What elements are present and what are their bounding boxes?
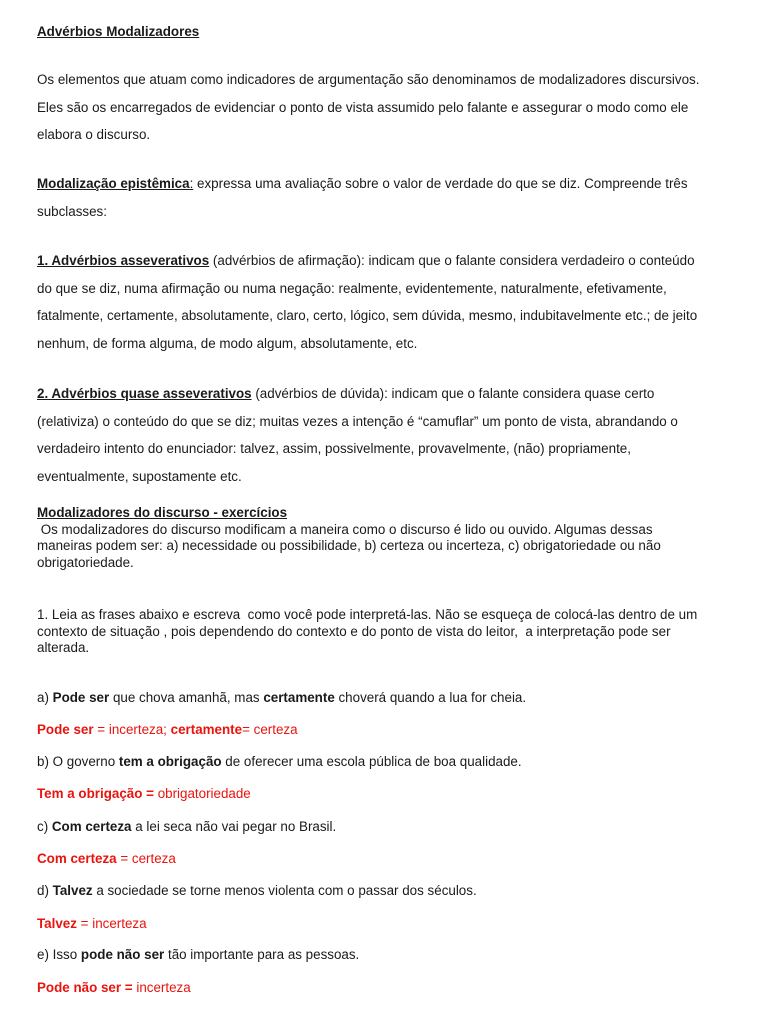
item-a-bold-1: Pode ser	[52, 690, 110, 705]
item-a-answer-text-1: = incerteza;	[93, 722, 171, 737]
item-a-prefix: a)	[37, 690, 53, 705]
item-a-rest: choverá quando a lua for cheia.	[334, 690, 527, 705]
item-e-bold-1: pode não ser	[80, 947, 165, 962]
instrucao-paragraph	[37, 607, 742, 657]
item-b-answer-bold: Tem a obrigação =	[37, 786, 154, 801]
asseverativos-line-3: fatalmente, certamente, absolutamente, claro, certo, lógico, sem dúvida, mesmo, indubitavelmente etc.; de jeito	[37, 308, 698, 323]
item-a-answer-bold-2: certamente	[170, 722, 243, 737]
instrucao-line-3: alterada.	[37, 640, 90, 656]
exercicios-section	[37, 505, 742, 571]
item-a-question	[37, 690, 742, 706]
item-b-answer-text: obrigatoriedade	[153, 786, 251, 801]
quase-line-4: eventualmente, supostamente etc.	[37, 468, 242, 484]
item-d-bold-1: Talvez	[52, 883, 93, 898]
intro-paragraph	[37, 66, 742, 149]
item-d-prefix: d)	[37, 883, 53, 898]
exercicios-line-2: maneiras podem ser: a) necessidade ou possibilidade, b) certeza ou incerteza, c) obrigatoriedade ou não	[37, 538, 661, 554]
item-b-question	[37, 754, 742, 770]
instrucao-line-2: contexto de situação , pois dependendo do contexto e do ponto de vista do leitor, a interpretação pode ser	[37, 623, 671, 639]
item-e-answer-bold: Pode não ser =	[37, 980, 133, 995]
epistemica-paragraph	[37, 170, 742, 225]
quase-label: 2. Advérbios quase asseverativos	[37, 386, 252, 401]
intro-line-1: Os elementos que atuam como indicadores de argumentação são denominamos de modalizadores discursivos.	[37, 72, 700, 87]
exercicios-heading	[37, 505, 742, 522]
asseverativos-line-1-rest: (advérbios de afirmação): indicam que o falante considera verdadeiro o conteúdo	[209, 253, 695, 268]
document-title	[37, 24, 742, 40]
epistemica-line-1-rest: expressa uma avaliação sobre o valor de verdade do que se diz. Compreende três	[193, 176, 688, 191]
item-e-prefix: e) Isso	[37, 947, 81, 962]
item-e-answer-text: incerteza	[132, 980, 191, 995]
item-b-rest: de oferecer uma escola pública de boa qualidade.	[221, 754, 522, 769]
exercicios-heading-text: Modalizadores do discurso - exercícios	[37, 505, 288, 520]
item-b-bold-1: tem a obrigação	[118, 754, 222, 769]
quase-line-1	[37, 380, 742, 408]
epistemica-colon: :	[189, 176, 194, 191]
item-e-rest: tão importante para as pessoas.	[164, 947, 360, 962]
item-c-rest: a lei seca não vai pegar no Brasil.	[131, 819, 337, 834]
epistemica-label: Modalização epistêmica	[37, 176, 190, 191]
item-c-question	[37, 819, 742, 835]
item-c-answer-bold: Com certeza	[37, 851, 117, 866]
title-text: Advérbios Modalizadores	[37, 24, 200, 39]
asseverativos-label: 1. Advérbios asseverativos	[37, 253, 210, 268]
item-d-answer-text: = incerteza	[76, 916, 147, 931]
item-c-answer-text: = certeza	[116, 851, 176, 866]
quase-line-3: verdadeiro intento do enunciador: talvez, assim, possivelmente, provavelmente, (não) propriamente,	[37, 441, 631, 456]
item-e-answer	[37, 980, 742, 996]
intro-line-2: Eles são os encarregados de evidenciar o ponto de vista assumido pelo falante e assegurar o modo como ele	[37, 99, 689, 115]
item-a-answer-text-2: = certeza	[242, 722, 298, 737]
quase-line-2: (relativiza) o conteúdo do que se diz; muitas vezes a intenção é “camuflar” um ponto de vista, abrandando o	[37, 413, 678, 429]
item-c-bold-1: Com certeza	[51, 819, 132, 834]
item-a-answer-bold-1: Pode ser	[37, 722, 94, 737]
asseverativos-paragraph	[37, 247, 742, 357]
asseverativos-line-1	[37, 247, 742, 275]
item-d-answer	[37, 916, 742, 932]
item-e-question	[37, 947, 742, 963]
item-b-prefix: b) O governo	[37, 754, 119, 769]
exercicios-line-3: obrigatoriedade.	[37, 554, 134, 570]
item-d-question	[37, 883, 742, 899]
quase-line-1-rest: (advérbios de dúvida): indicam que o falante considera quase certo	[251, 386, 655, 401]
asseverativos-line-2: do que se diz, numa afirmação ou numa negação: realmente, evidentemente, naturalmente, efetivamente,	[37, 280, 667, 296]
item-a-bold-2: certamente	[263, 690, 335, 705]
exercicios-line-1: Os modalizadores do discurso modificam a maneira como o discurso é lido ou ouvido. Algumas dessas	[37, 521, 653, 537]
instrucao-line-1: 1. Leia as frases abaixo e escreva como você pode interpretá-las. Não se esqueça de colocá-las dentro de um	[37, 607, 698, 622]
epistemica-line-2: subclasses:	[37, 203, 107, 219]
item-d-answer-bold: Talvez	[37, 916, 77, 931]
asseverativos-line-4: nenhum, de forma alguma, de modo algum, absolutamente, etc.	[37, 335, 418, 351]
intro-line-3: elabora o discurso.	[37, 127, 151, 142]
item-c-prefix: c)	[37, 819, 52, 834]
quase-asseverativos-paragraph	[37, 380, 742, 490]
item-a-mid: que chova amanhã, mas	[109, 690, 264, 705]
item-b-answer	[37, 786, 742, 802]
epistemica-line-1	[37, 170, 742, 198]
item-d-rest: a sociedade se torne menos violenta com o passar dos séculos.	[92, 883, 477, 898]
item-c-answer	[37, 851, 742, 867]
item-a-answer	[37, 722, 742, 738]
